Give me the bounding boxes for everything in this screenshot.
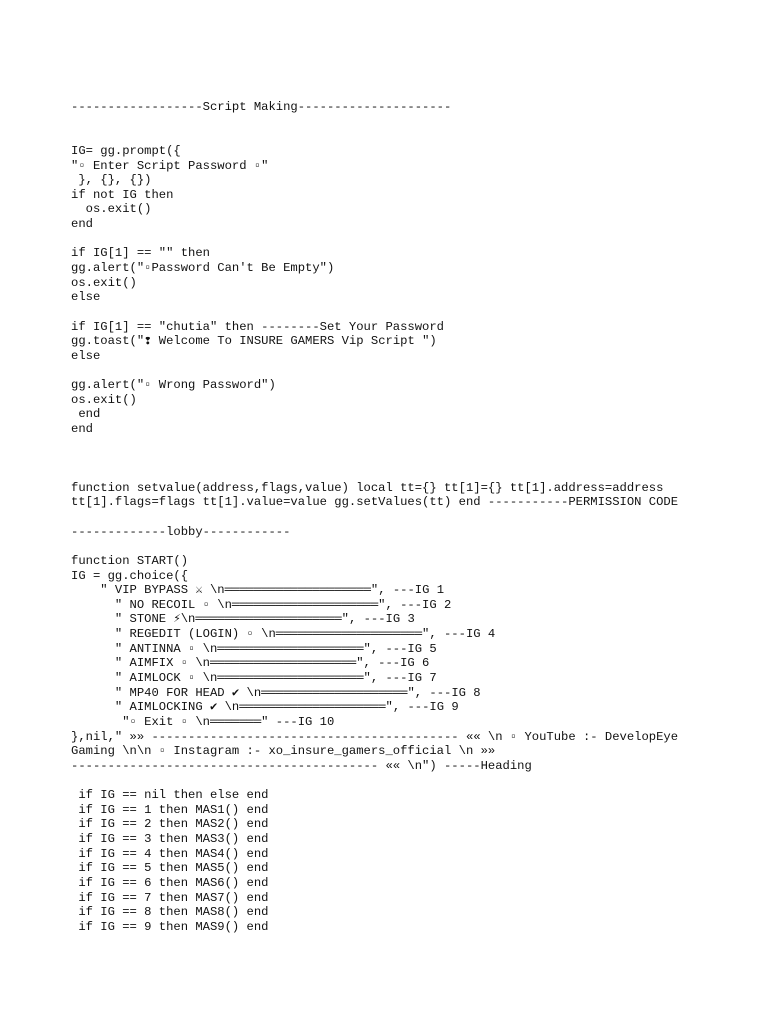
code-line: }, {}, {}) [71,173,152,188]
code-line: " VIP BYPASS ⚔ \n════════════════════", ---IG 1 [71,583,445,598]
code-line: " AIMFIX ▫ \n════════════════════", ---IG 6 [71,656,430,671]
code-line: if IG[1] == "" then [71,246,210,261]
code-line: " MP40 FOR HEAD ✔ \n════════════════════", ---IG 8 [71,685,481,700]
code-line: tt[1].flags=flags tt[1].value=value gg.setValues(tt) end -----------PERMISSION CODE [71,495,679,510]
code-line [71,773,731,788]
code-line [71,305,731,320]
code-line: ------------------Script Making--------------------- [71,100,452,114]
code-line: if IG == 3 then MAS3() end [71,832,269,847]
code-line: "▫ Enter Script Password ▫" [71,158,269,173]
code-line [71,129,731,144]
code-line: if IG == 7 then MAS7() end [71,890,269,905]
code-line: " NO RECOIL ▫ \n════════════════════", ---IG 2 [71,597,452,612]
code-line: end [71,217,93,232]
code-line: gg.alert("▫ Wrong Password") [71,378,276,393]
code-line: " AIMLOCK ▫ \n════════════════════", ---IG 7 [71,670,437,685]
code-line: else [71,290,101,305]
code-line: else [71,348,101,363]
code-line [71,451,731,466]
code-line [71,466,731,481]
code-line [71,232,731,247]
code-line: if IG == 2 then MAS2() end [71,817,269,832]
code-line [71,510,731,525]
code-line: ------------------------------------------ «« \n") -----Heading [71,758,532,773]
code-line: " STONE ⚡\n════════════════════", ---IG 3 [71,612,415,627]
code-line: Gaming \n\n ▫ Instagram :- xo_insure_gamers_official \n »» [71,744,496,759]
code-line: if IG == 1 then MAS1() end [71,802,269,817]
code-line: if IG == 9 then MAS9() end [71,919,269,934]
code-line: function setvalue(address,flags,value) local tt={} tt[1]={} tt[1].address=address [71,480,664,495]
code-line: os.exit() [71,392,137,407]
code-line: " REGEDIT (LOGIN) ▫ \n════════════════════", ---IG 4 [71,627,496,642]
code-line: function START() [71,553,189,568]
code-line: if IG == 5 then MAS5() end [71,861,269,876]
code-line: if IG == 8 then MAS8() end [71,905,269,920]
code-line: IG = gg.choice({ [71,568,189,583]
code-line [71,437,731,452]
code-line: os.exit() [71,202,152,217]
code-line: gg.toast("❢ Welcome To INSURE GAMERS Vip Script ") [71,334,437,349]
code-line [71,364,731,379]
code-line: " ANTINNA ▫ \n════════════════════", ---IG 5 [71,641,437,656]
code-line: if IG[1] == "chutia" then --------Set Your Password [71,319,444,334]
code-line: if not IG then [71,187,174,202]
code-line: gg.alert("▫Password Can't Be Empty") [71,261,335,276]
code-line: "▫ Exit ▫ \n═══════" ---IG 10 [71,714,335,729]
code-line: if IG == nil then else end [71,788,269,803]
code-line: -------------lobby------------ [71,524,291,539]
code-line: " AIMLOCKING ✔ \n════════════════════", ---IG 9 [71,700,459,715]
code-line: end [71,422,93,437]
script-code-block [71,100,731,935]
code-line: end [71,407,101,422]
code-line: if IG == 6 then MAS6() end [71,875,269,890]
code-line: IG= gg.prompt({ [71,143,181,158]
code-line: os.exit() [71,275,137,290]
code-line: },nil," »» ------------------------------------------ «« \n ▫ YouTube :- DevelopEye [71,729,679,744]
code-line: if IG == 4 then MAS4() end [71,846,269,861]
code-line [71,115,731,130]
code-line [71,539,731,554]
